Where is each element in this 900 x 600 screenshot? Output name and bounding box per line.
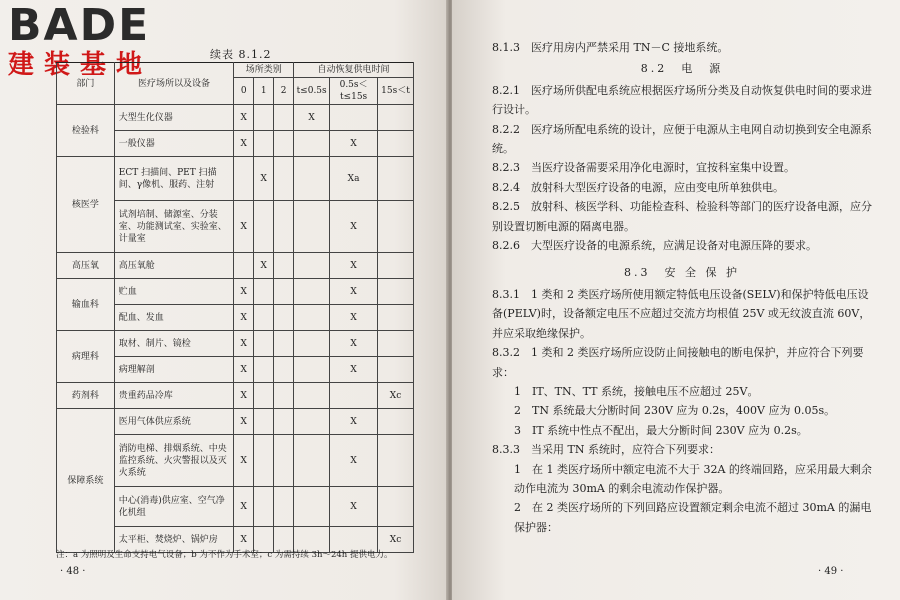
mark-cell-t2 <box>330 383 378 409</box>
left-page <box>0 0 448 600</box>
dept-cell: 药剂科 <box>57 383 115 409</box>
mark-cell-c0: X <box>234 409 254 435</box>
header-c2: 2 <box>274 78 294 105</box>
clause-8-2-4: 8.2.4 放射科大型医疗设备的电源，应由变电所单独供电。 <box>492 180 784 194</box>
header-restore: 自动恢复供电时间 <box>294 63 414 78</box>
mark-cell-c2 <box>274 105 294 131</box>
mark-cell-t2 <box>330 105 378 131</box>
dept-cell: 保障系统 <box>57 409 115 553</box>
mark-cell-t2: Xa <box>330 157 378 201</box>
mark-cell-t1 <box>294 409 330 435</box>
mark-cell-t3 <box>378 435 414 487</box>
clause-8-3-2-item-3: 3 IT 系统中性点不配出，最大分断时间 230V 应为 0.2s。 <box>514 423 808 437</box>
device-cell: 贵重药品冷库 <box>114 383 234 409</box>
mark-cell-t1 <box>294 331 330 357</box>
device-cell: 大型生化仪器 <box>114 105 234 131</box>
mark-cell-c0: X <box>234 331 254 357</box>
header-c0: 0 <box>234 78 254 105</box>
mark-cell-t1: X <box>294 105 330 131</box>
mark-cell-c2 <box>274 357 294 383</box>
mark-cell-t3: Xc <box>378 383 414 409</box>
right-page-text <box>492 38 872 537</box>
mark-cell-t3 <box>378 357 414 383</box>
mark-cell-c2 <box>274 487 294 527</box>
mark-cell-t2: X <box>330 131 378 157</box>
device-cell: 高压氧舱 <box>114 253 234 279</box>
mark-cell-c0 <box>234 253 254 279</box>
dept-cell: 核医学 <box>57 157 115 253</box>
clause-8-3-1: 8.3.1 1 类和 2 类医疗场所使用额定特低电压设备(SELV)和保护特低电压设备(PELV)时，设备额定电压不应超过交流方均根值 25V 或无纹波直流 60V，并应采取绝缘保护。 <box>492 287 871 340</box>
table-row <box>57 253 414 279</box>
right-page-number: · 49 · <box>818 566 844 577</box>
mark-cell-c1 <box>254 435 274 487</box>
mark-cell-t2: X <box>330 305 378 331</box>
mark-cell-c0: X <box>234 383 254 409</box>
mark-cell-c0: X <box>234 357 254 383</box>
dept-cell: 高压氧 <box>57 253 115 279</box>
header-t1: t≤0.5s <box>294 78 330 105</box>
mark-cell-t2: X <box>330 331 378 357</box>
clause-8-2-5: 8.2.5 放射科、核医学科、功能检查科、检验科等部门的医疗设备电源，应分别设置切断电源的隔离电器。 <box>492 200 872 233</box>
device-cell: 医用气体供应系统 <box>114 409 234 435</box>
dept-cell: 输血科 <box>57 279 115 331</box>
mark-cell-t1 <box>294 201 330 253</box>
mark-cell-c1 <box>254 409 274 435</box>
header-category: 场所类别 <box>234 63 294 78</box>
table-row <box>57 409 414 435</box>
clause-8-3-2-item-1: 1 IT、TN、TT 系统，接触电压不应超过 25V。 <box>514 384 759 398</box>
section-8-3-heading: 8.3 安 全 保 护 <box>624 266 740 280</box>
device-cell: 消防电梯、排烟系统、中央监控系统、火灾警报以及灭火系统 <box>114 435 234 487</box>
mark-cell-t3 <box>378 105 414 131</box>
mark-cell-t2: X <box>330 279 378 305</box>
mark-cell-c2 <box>274 157 294 201</box>
mark-cell-c2 <box>274 305 294 331</box>
mark-cell-t1 <box>294 357 330 383</box>
mark-cell-t1 <box>294 253 330 279</box>
device-cell: 一般仪器 <box>114 131 234 157</box>
mark-cell-c0: X <box>234 201 254 253</box>
table-title: 续表 8.1.2 <box>210 48 272 61</box>
mark-cell-c0: X <box>234 131 254 157</box>
left-page-number: · 48 · <box>60 566 86 577</box>
mark-cell-c1 <box>254 201 274 253</box>
device-cell: 取材、制片、镜检 <box>114 331 234 357</box>
clause-8-3-3: 8.3.3 当采用 TN 系统时，应符合下列要求： <box>492 443 720 457</box>
mark-cell-t3 <box>378 409 414 435</box>
mark-cell-t2: X <box>330 201 378 253</box>
mark-cell-c1 <box>254 279 274 305</box>
mark-cell-c2 <box>274 253 294 279</box>
mark-cell-c2 <box>274 383 294 409</box>
mark-cell-t1 <box>294 435 330 487</box>
clause-8-2-2: 8.2.2 医疗场所配电系统的设计，应便于电源从主电网自动切换到安全电源系统。 <box>492 122 872 156</box>
mark-cell-t2: X <box>330 487 378 527</box>
mark-cell-c2 <box>274 435 294 487</box>
mark-cell-t3 <box>378 157 414 201</box>
mark-cell-c2 <box>274 201 294 253</box>
mark-cell-t3 <box>378 331 414 357</box>
mark-cell-c2 <box>274 279 294 305</box>
mark-cell-c0 <box>234 157 254 201</box>
mark-cell-t3 <box>378 279 414 305</box>
mark-cell-t2: X <box>330 357 378 383</box>
mark-cell-t3 <box>378 487 414 527</box>
mark-cell-c1 <box>254 331 274 357</box>
device-cell: 中心(消毒)供应室、空气净化机组 <box>114 487 234 527</box>
clause-8-3-2: 8.3.2 1 类和 2 类医疗场所应设防止间接触电的断电保护，并应符合下列要求： <box>492 346 864 379</box>
mark-cell-t1 <box>294 157 330 201</box>
mark-cell-c0: X <box>234 279 254 305</box>
clause-8-3-3-item-2: 2 在 2 类医疗场所的下列回路应设置额定剩余电流不超过 30mA 的漏电保护器： <box>514 501 872 534</box>
mark-cell-t3 <box>378 131 414 157</box>
mark-cell-t1 <box>294 383 330 409</box>
table-row <box>57 331 414 357</box>
mark-cell-t3 <box>378 305 414 331</box>
clause-8-3-3-item-1: 1 在 1 类医疗场所中额定电流不大于 32A 的终端回路，应采用最大剩余动作电流为 30mA 的剩余电流动作保护器。 <box>514 462 872 495</box>
mark-cell-c1 <box>254 131 274 157</box>
device-cell: 试剂培制、储源室、分装室、功能测试室、实验室、计量室 <box>114 201 234 253</box>
header-t3: 15s＜t <box>378 78 414 105</box>
table-row <box>57 279 414 305</box>
mark-cell-c1 <box>254 383 274 409</box>
device-cell: 贮血 <box>114 279 234 305</box>
mark-cell-t1 <box>294 305 330 331</box>
device-cell: 病理解剖 <box>114 357 234 383</box>
header-dept: 部门 <box>57 63 115 105</box>
mark-cell-c1 <box>254 357 274 383</box>
mark-cell-c0: X <box>234 435 254 487</box>
logo-brand: BADE <box>8 0 151 51</box>
dept-cell: 检验科 <box>57 105 115 157</box>
mark-cell-c1 <box>254 487 274 527</box>
clause-8-2-3: 8.2.3 当医疗设备需要采用净化电源时，宜按科室集中设置。 <box>492 161 795 175</box>
table-footnote: 注：a 为照明及生命支持电气设备；b 为不作为手术室；c 为需持续 3h～24h 提供电力。 <box>56 550 393 560</box>
header-c1: 1 <box>254 78 274 105</box>
table-body <box>57 105 414 553</box>
medical-site-table <box>56 62 414 553</box>
clause-8-2-1: 8.2.1 医疗场所供配电系统应根据医疗场所分类及自动恢复供电时间的要求进行设计。 <box>492 83 872 117</box>
mark-cell-t3 <box>378 253 414 279</box>
mark-cell-t3 <box>378 201 414 253</box>
mark-cell-t1 <box>294 131 330 157</box>
table-row <box>57 383 414 409</box>
section-8-2-heading: 8.2 电 源 <box>640 62 724 76</box>
device-cell: 配血、发血 <box>114 305 234 331</box>
table-row <box>57 105 414 131</box>
mark-cell-c2 <box>274 131 294 157</box>
clause-8-1-3: 8.1.3 医疗用房内严禁采用 TN－C 接地系统。 <box>492 41 729 54</box>
header-device: 医疗场所以及设备 <box>114 63 234 105</box>
mark-cell-c0: X <box>234 527 254 553</box>
mark-cell-c0: X <box>234 305 254 331</box>
device-cell: 太平柜、焚烧炉、锅炉房 <box>114 527 234 553</box>
mark-cell-t2: X <box>330 253 378 279</box>
mark-cell-c1: X <box>254 253 274 279</box>
mark-cell-c2 <box>274 331 294 357</box>
clause-8-3-2-item-2: 2 TN 系统最大分断时间 230V 应为 0.2s，400V 应为 0.05s。 <box>514 404 836 418</box>
mark-cell-t1 <box>294 487 330 527</box>
mark-cell-c0: X <box>234 105 254 131</box>
mark-cell-t2: X <box>330 435 378 487</box>
logo-subtitle: 建装基地 <box>8 50 153 80</box>
mark-cell-c1: X <box>254 157 274 201</box>
device-cell: ECT 扫描间、PET 扫描间、γ像机、服药、注射 <box>114 157 234 201</box>
dept-cell: 病理科 <box>57 331 115 383</box>
mark-cell-c1 <box>254 305 274 331</box>
mark-cell-c2 <box>274 409 294 435</box>
mark-cell-t3: Xc <box>378 527 414 553</box>
mark-cell-t2: X <box>330 409 378 435</box>
mark-cell-t1 <box>294 279 330 305</box>
mark-cell-c0: X <box>234 487 254 527</box>
clause-8-2-6: 8.2.6 大型医疗设备的电源系统，应满足设备对电源压降的要求。 <box>492 239 817 253</box>
header-t2: 0.5s＜ t≤15s <box>330 78 378 105</box>
mark-cell-c1 <box>254 105 274 131</box>
table-row <box>57 157 414 201</box>
